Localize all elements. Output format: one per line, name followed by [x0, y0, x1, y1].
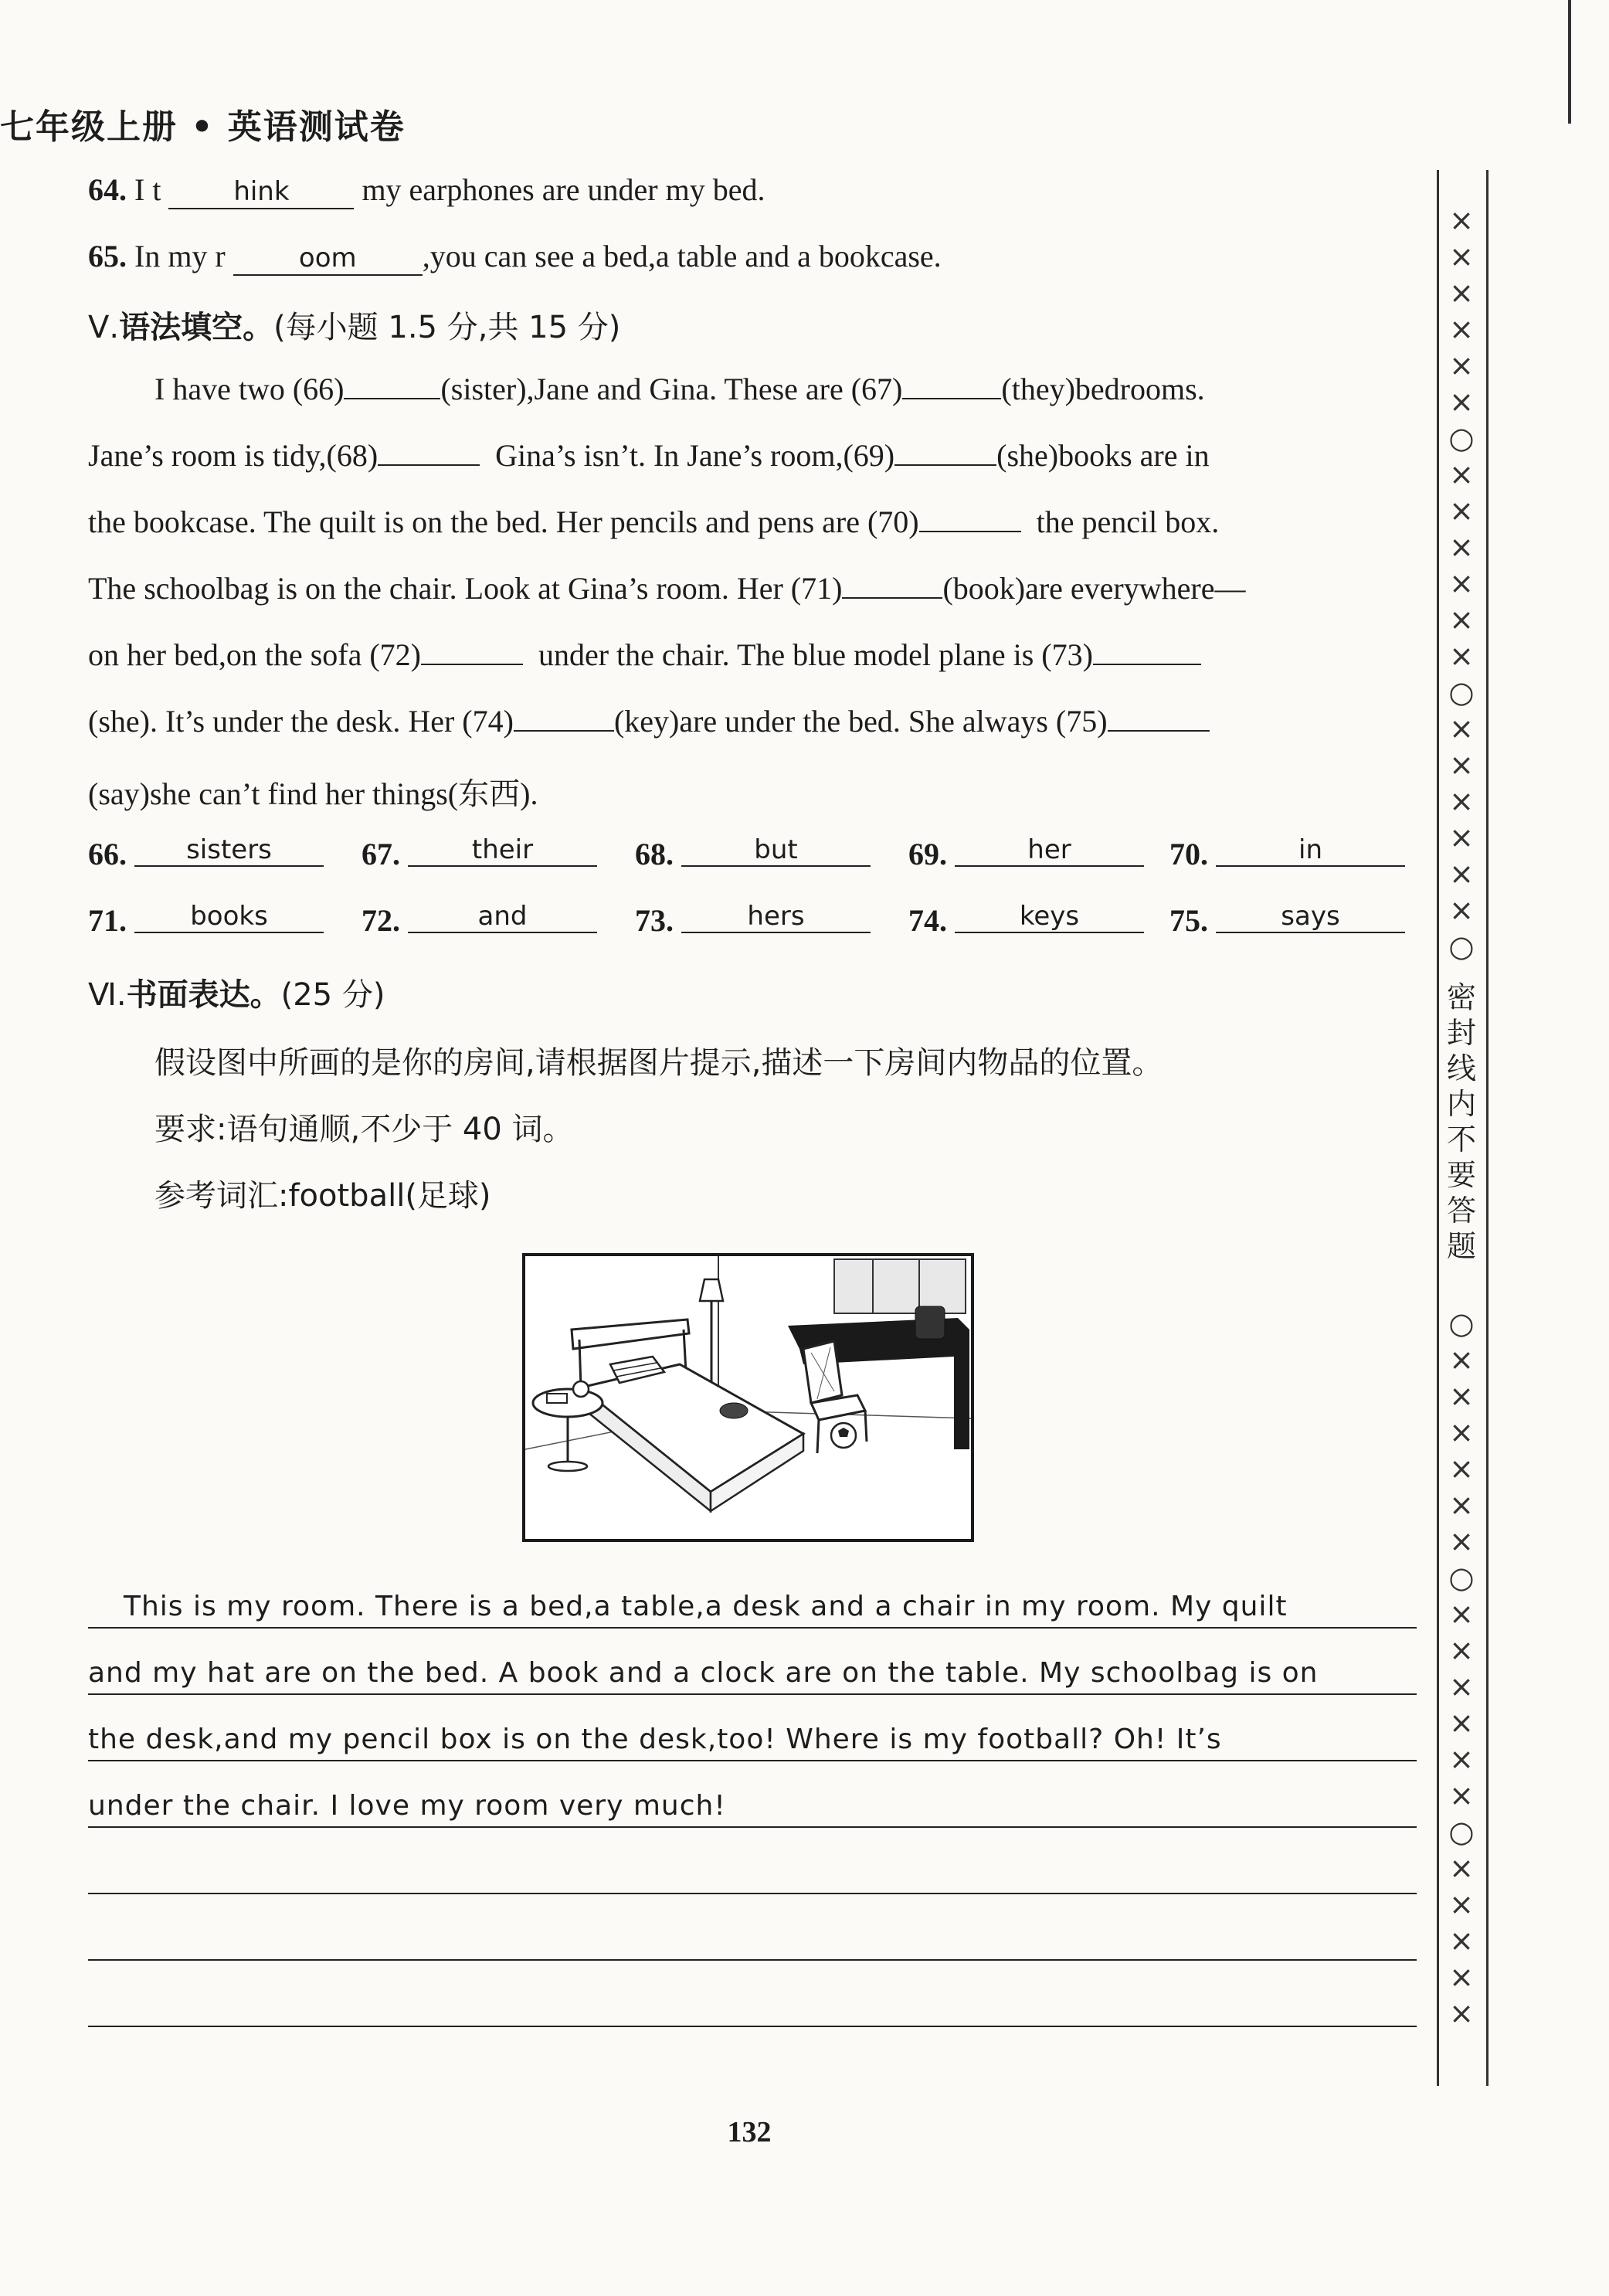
essay-text: and my hat are on the bed. A book and a clock are on the table. My schoolbag is on — [88, 1657, 1319, 1689]
answer-cell — [88, 901, 268, 939]
passage-line-7 — [88, 769, 1417, 813]
passage-text: I have two (66) — [154, 372, 345, 406]
seal-border-right — [1486, 170, 1488, 2086]
answer-blank-65[interactable] — [233, 238, 423, 276]
section-label: Ⅴ. — [88, 310, 120, 345]
question-prefix: In my r — [127, 239, 226, 273]
seal-instruction: 密封线内不要答题 — [1446, 980, 1476, 1263]
blank-75[interactable] — [1108, 708, 1210, 732]
answer-number: 67. — [362, 837, 400, 871]
clock — [573, 1381, 589, 1397]
essay-text: under the chair. I love my room very much! — [88, 1790, 726, 1822]
bed-headboard — [572, 1320, 689, 1349]
seal-marks-bottom — [1438, 1306, 1485, 2047]
writing-line-5[interactable] — [88, 1846, 1417, 1894]
essay-text: This is my room. There is a bed,a table,a desk and a chair in my room. My quilt — [124, 1591, 1288, 1622]
handwritten-answer: but — [754, 834, 798, 865]
blank-74[interactable] — [514, 708, 614, 732]
passage-line-5 — [88, 637, 1417, 673]
handwritten-answer: their — [471, 834, 534, 865]
writing-line-7[interactable] — [88, 1979, 1417, 2027]
writing-prompt: 假设图中所画的是你的房间,请根据图片提示,描述一下房间内物品的位置。 — [154, 1045, 1163, 1081]
question-64 — [88, 172, 765, 209]
handwritten-answer: her — [1027, 834, 1071, 865]
handwritten-answer: says — [1281, 901, 1340, 932]
answer-cell — [1169, 901, 1340, 939]
reference-vocabulary: 参考词汇:football(足球) — [154, 1178, 491, 1214]
passage-text: the bookcase. The quilt is on the bed. Her pencils and pens are (70) — [88, 504, 919, 539]
essay-text: the desk,and my pencil box is on the desk,too! Where is my football? Oh! It’s — [88, 1724, 1222, 1755]
answer-line[interactable] — [955, 896, 1144, 933]
question-suffix: ,you can see a bed,a table and a bookcase. — [422, 239, 942, 273]
handwritten-answer: hers — [747, 901, 805, 932]
passage-line-2 — [88, 437, 1417, 474]
answer-line[interactable] — [1216, 896, 1405, 933]
answer-row-1 — [88, 836, 1417, 875]
answer-number: 70. — [1169, 837, 1208, 871]
blank-72[interactable] — [421, 642, 523, 665]
bed-post — [579, 1340, 581, 1387]
answer-cell — [635, 901, 805, 939]
section-label: Ⅵ. — [88, 977, 127, 1013]
question-65 — [88, 238, 942, 276]
answer-line[interactable] — [681, 896, 871, 933]
answer-cell — [362, 834, 534, 872]
section-5-title — [88, 303, 620, 347]
answer-cell — [908, 901, 1080, 939]
answer-cell — [635, 834, 798, 872]
seal-marks-top — [1438, 202, 1485, 963]
answer-blank-64[interactable] — [168, 172, 354, 209]
answer-line[interactable] — [408, 896, 597, 933]
section-heading: 书面表达。 — [126, 977, 281, 1013]
handwritten-answer: sisters — [186, 834, 272, 865]
writing-requirement: 要求:语句通顺,不少于 40 词。 — [154, 1112, 574, 1147]
passage-text: (key)are under the bed. She always (75) — [613, 704, 1108, 739]
question-number: 64. — [88, 172, 127, 207]
passage-text: (say)she can’t find her things(东西). — [88, 776, 538, 811]
writing-line-3[interactable] — [88, 1714, 1417, 1761]
passage-text: (they)bedrooms. — [1001, 372, 1205, 406]
passage-text: Gina’s isn’t. In Jane’s room,(69) — [495, 438, 895, 473]
passage-line-6 — [88, 703, 1417, 739]
section-heading: 语法填空。 — [119, 310, 274, 345]
answer-line[interactable] — [134, 830, 324, 867]
answer-number: 68. — [635, 837, 674, 871]
answer-number: 74. — [908, 903, 947, 938]
passage-text: The schoolbag is on the chair. Look at Gina’s room. Her (71) — [88, 571, 843, 606]
passage-text: under the chair. The blue model plane is (73) — [538, 637, 1093, 672]
passage-line-3 — [88, 504, 1417, 540]
blank-70[interactable] — [919, 509, 1021, 532]
answer-row-2 — [88, 902, 1417, 941]
answer-line[interactable] — [681, 830, 871, 867]
answer-number: 69. — [908, 837, 947, 871]
answer-number: 71. — [88, 903, 127, 938]
room-drawing — [525, 1256, 971, 1539]
question-number: 65. — [88, 239, 127, 273]
passage-text: Jane’s room is tidy,(68) — [88, 438, 378, 473]
handwritten-answer: hink — [233, 176, 290, 207]
window — [834, 1259, 966, 1313]
book — [547, 1394, 567, 1403]
answer-line[interactable] — [955, 830, 1144, 867]
answer-number: 73. — [635, 903, 674, 938]
section-points: (每小题 1.5 分,共 15 分) — [273, 310, 621, 345]
page-number: 132 — [727, 2116, 772, 2148]
schoolbag — [915, 1306, 945, 1339]
question-prefix: I t — [127, 172, 161, 207]
blank-73[interactable] — [1093, 642, 1201, 665]
passage-text: (she). It’s under the desk. Her (74) — [88, 704, 514, 739]
handwritten-answer: and — [477, 901, 528, 932]
question-suffix: my earphones are under my bed. — [362, 172, 765, 207]
seal-mark-column: ××××××○××××××○××××××○ — [1448, 203, 1475, 963]
section-points: (25 分) — [280, 977, 385, 1013]
blank-68[interactable] — [378, 443, 480, 466]
passage-text: (she)books are in — [996, 438, 1210, 473]
table-base — [548, 1462, 587, 1471]
answer-cell — [88, 834, 272, 872]
lamp-shade — [700, 1279, 723, 1301]
writing-line-4[interactable] — [88, 1780, 1417, 1828]
blank-66[interactable] — [344, 376, 440, 399]
hat — [720, 1403, 748, 1418]
answer-line[interactable] — [134, 896, 324, 933]
writing-line-2[interactable] — [88, 1647, 1417, 1695]
passage-line-1 — [154, 371, 1417, 407]
handwritten-answer: books — [190, 901, 268, 932]
answer-cell — [1169, 834, 1322, 872]
seal-mark-column: ○××××××○××××××○××××× — [1448, 1306, 1475, 2030]
chair-leg — [865, 1411, 867, 1442]
passage-text: the pencil box. — [1036, 504, 1220, 539]
answer-line[interactable] — [1216, 830, 1405, 867]
blank-67[interactable] — [902, 376, 1001, 399]
top-edge-line — [1568, 0, 1571, 124]
passage-text: (book)are everywhere— — [942, 571, 1246, 606]
answer-number: 72. — [362, 903, 400, 938]
answer-number: 75. — [1169, 903, 1208, 938]
answer-cell — [362, 901, 528, 939]
blank-69[interactable] — [894, 443, 996, 466]
handwritten-answer: oom — [298, 243, 357, 273]
passage-text: on her bed,on the sofa (72) — [88, 637, 421, 672]
writing-line-6[interactable] — [88, 1913, 1417, 1961]
passage-text: (sister),Jane and Gina. These are (67) — [440, 372, 903, 406]
page-header: 七年级上册 • 英语测试卷 — [0, 107, 406, 147]
handwritten-answer: in — [1298, 834, 1322, 865]
writing-line-1[interactable] — [88, 1581, 1417, 1629]
chair-leg — [817, 1420, 819, 1453]
passage-line-4 — [88, 570, 1417, 606]
room-illustration — [522, 1253, 974, 1542]
blank-71[interactable] — [842, 576, 942, 599]
section-6-title — [88, 970, 385, 1014]
answer-line[interactable] — [408, 830, 597, 867]
handwritten-answer: keys — [1019, 901, 1080, 932]
answer-number: 66. — [88, 837, 127, 871]
answer-cell — [908, 834, 1071, 872]
